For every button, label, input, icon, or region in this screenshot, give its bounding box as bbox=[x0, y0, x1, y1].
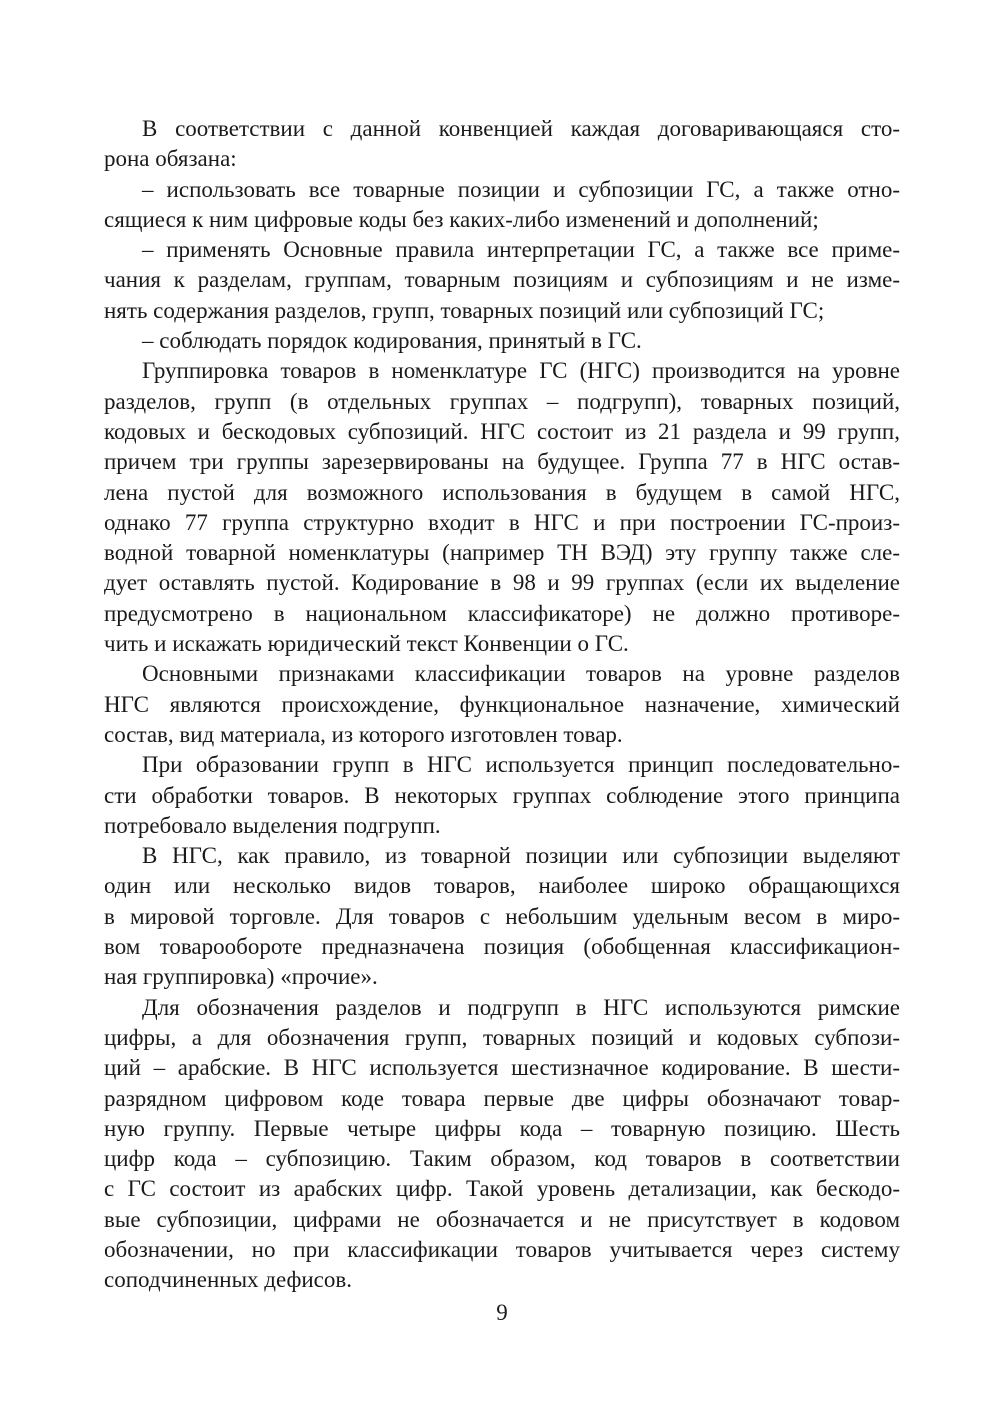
text-line: цифры, а для обозначения групп, товарных позиций и кодовых субпози- bbox=[104, 1024, 900, 1050]
text-line: дует оставлять пустой. Кодирование в 98 и 99 группах (если их выделение bbox=[104, 570, 900, 596]
text-line: разрядном цифровом коде товара первые две цифры обозначают товар- bbox=[104, 1085, 900, 1111]
text-line: Основными признаками классификации товаров на уровне разделов bbox=[142, 661, 900, 687]
text-line: Группировка товаров в номенклатуре ГС (НГС) производится на уровне bbox=[142, 358, 900, 384]
paragraph bbox=[104, 326, 900, 356]
text-line: ций – арабские. В НГС используется шестизначное кодирование. В шести- bbox=[104, 1055, 900, 1081]
paragraph bbox=[104, 235, 900, 326]
paragraph bbox=[104, 175, 900, 236]
paragraph bbox=[104, 993, 900, 1296]
text-line: причем три группы зарезервированы на будущее. Группа 77 в НГС остав- bbox=[104, 449, 900, 475]
text-line: сти обработки товаров. В некоторых группах соблюдение этого принципа bbox=[104, 782, 900, 808]
text-line: ная группировка) «прочие». bbox=[104, 964, 378, 990]
text-line: – соблюдать порядок кодирования, принятый в ГС. bbox=[142, 328, 642, 354]
text-line: – использовать все товарные позиции и субпозиции ГС, а также отно- bbox=[142, 176, 900, 202]
text-line: В НГС, как правило, из товарной позиции или субпозиции выделяют bbox=[142, 843, 900, 869]
text-line: рона обязана: bbox=[104, 146, 237, 172]
text-line: с ГС состоит из арабских цифр. Такой уровень детализации, как бескодо- bbox=[104, 1176, 900, 1202]
text-line: – применять Основные правила интерпретации ГС, а также все приме- bbox=[142, 237, 900, 263]
text-line: кодовых и бескодовых субпозиций. НГС состоит из 21 раздела и 99 групп, bbox=[104, 418, 900, 444]
text-line: чить и искажать юридический текст Конвенции о ГС. bbox=[104, 631, 629, 657]
text-line: Для обозначения разделов и подгрупп в НГС используются римские bbox=[142, 994, 900, 1020]
text-line: В соответствии с данной конвенцией каждая договаривающаяся сто- bbox=[142, 116, 900, 141]
text-line: При образовании групп в НГС используется принцип последовательно- bbox=[142, 752, 900, 778]
text-line: лена пустой для возможного использования в будущем в самой НГС, bbox=[104, 479, 900, 505]
text-line: сящиеся к ним цифровые коды без каких-либо изменений и дополнений; bbox=[104, 206, 819, 232]
text-line: в мировой торговле. Для товаров с небольшим удельным весом в миро- bbox=[104, 903, 900, 929]
text-line: ную группу. Первые четыре цифры кода – товарную позицию. Шесть bbox=[104, 1115, 900, 1141]
text-line: обозначении, но при классификации товаров учитывается через систему bbox=[104, 1236, 900, 1262]
text-line: чания к разделам, группам, товарным позициям и субпозициям и не изме- bbox=[104, 267, 900, 293]
text-line: водной товарной номенклатуры (например ТН ВЭД) эту группу также сле- bbox=[104, 540, 900, 566]
text-line: цифр кода – субпозицию. Таким образом, код товаров в соответствии bbox=[104, 1146, 900, 1172]
paragraph bbox=[104, 750, 900, 841]
text-line: вом товарообороте предназначена позиция (обобщенная классификацион- bbox=[104, 934, 900, 960]
paragraph bbox=[104, 659, 900, 750]
paragraph bbox=[104, 356, 900, 659]
text-line: один или несколько видов товаров, наиболее широко обращающихся bbox=[104, 873, 900, 899]
page-body bbox=[104, 114, 900, 1296]
paragraph bbox=[104, 114, 900, 175]
text-line: предусмотрено в национальном классификаторе) не должно противоре- bbox=[104, 600, 900, 626]
text-line: вые субпозиции, цифрами не обозначается и не присутствует в кодовом bbox=[104, 1206, 900, 1232]
page-number: 9 bbox=[496, 1300, 508, 1325]
text-line: НГС являются происхождение, функциональное назначение, химический bbox=[104, 691, 900, 717]
text-line: нять содержания разделов, групп, товарных позиций или субпозиций ГС; bbox=[104, 297, 825, 323]
text-line: состав, вид материала, из которого изготовлен товар. bbox=[104, 721, 623, 747]
text-line: однако 77 группа структурно входит в НГС и при построении ГС-произ- bbox=[104, 509, 900, 535]
text-line: разделов, групп (в отдельных группах – подгрупп), товарных позиций, bbox=[104, 388, 900, 414]
paragraph bbox=[104, 841, 900, 992]
text-line: потребовало выделения подгрупп. bbox=[104, 812, 441, 838]
text-line: соподчиненных дефисов. bbox=[104, 1267, 352, 1293]
